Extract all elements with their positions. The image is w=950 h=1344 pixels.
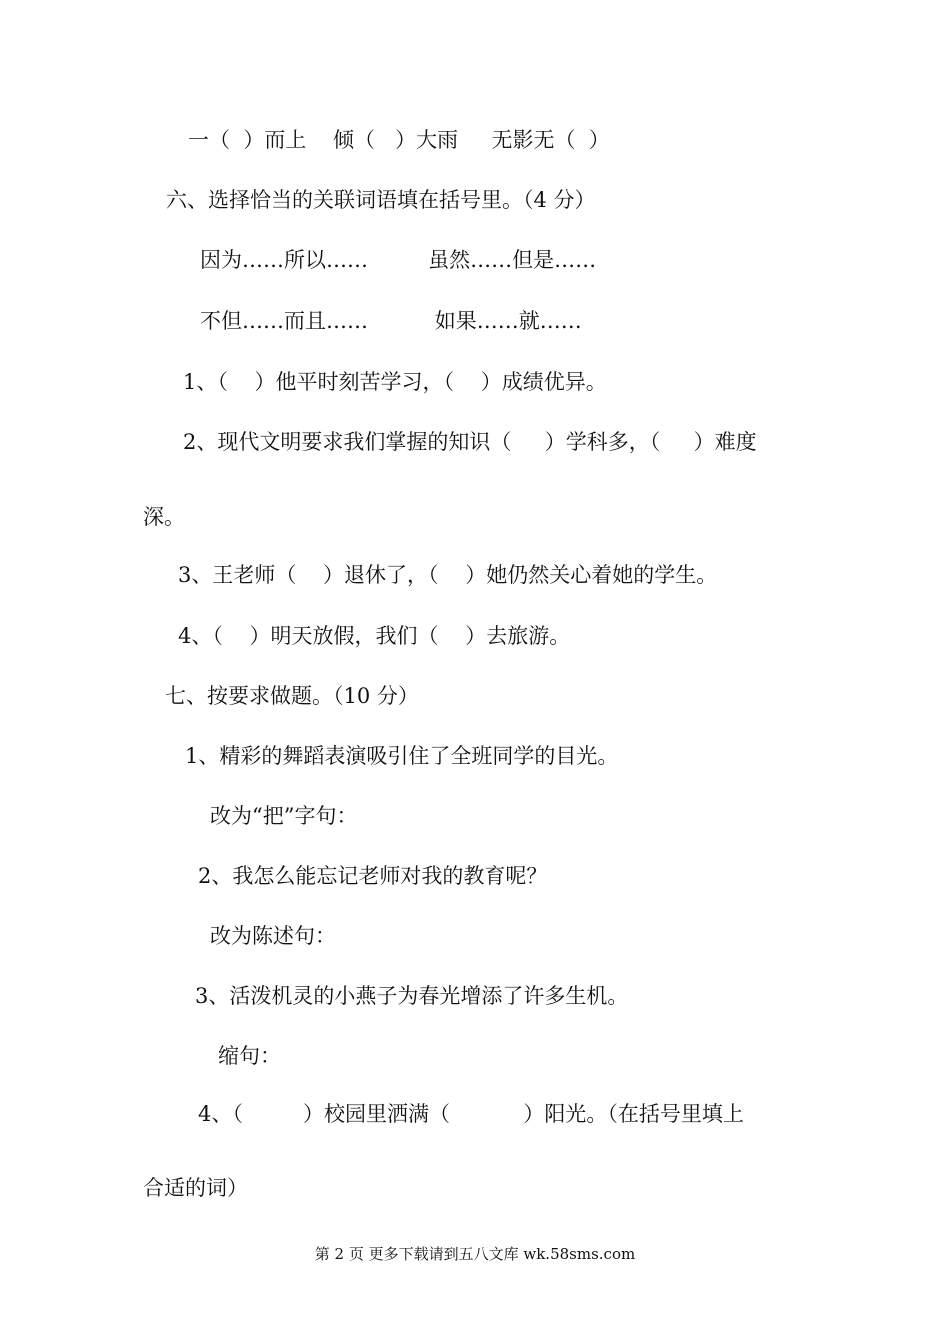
- question-7-3: 3、活泼机灵的小燕子为春光增添了许多生机。: [195, 984, 629, 1008]
- conjunction-options-row-1: 因为……所以…… 虽然……但是……: [200, 248, 597, 272]
- question-6-3: 3、王老师（ ）退休了，（ ）她仍然关心着她的学生。: [178, 563, 718, 587]
- question-7-2: 2、我怎么能忘记老师对我的教育呢？: [198, 864, 548, 888]
- idiom-fill-line: 一（ ）而上 倾（ ）大雨 无影无（ ）: [188, 128, 610, 152]
- question-6-2-continued: 深。: [143, 505, 185, 529]
- question-7-3-instruction: 缩句：: [218, 1044, 281, 1068]
- question-7-1-instruction: 改为“把”字句：: [210, 804, 358, 828]
- section-seven-heading: 七、按要求做题。（10 分）: [165, 684, 419, 708]
- conjunction-options-row-2: 不但……而且…… 如果……就……: [200, 309, 582, 333]
- section-six-heading: 六、选择恰当的关联词语填在括号里。（4 分）: [166, 188, 596, 212]
- question-6-2: 2、现代文明要求我们掌握的知识（ ）学科多，（ ）难度: [183, 430, 757, 454]
- question-7-4-continued: 合适的词）: [143, 1176, 248, 1200]
- question-7-1: 1、精彩的舞蹈表演吸引住了全班同学的目光。: [185, 744, 619, 768]
- question-7-4: 4、（ ）校园里洒满（ ）阳光。（在括号里填上: [198, 1102, 744, 1126]
- question-6-1: 1、（ ）他平时刻苦学习，（ ）成绩优异。: [183, 370, 607, 394]
- question-7-2-instruction: 改为陈述句：: [210, 924, 336, 948]
- question-6-4: 4、（ ）明天放假，我们（ ）去旅游。: [178, 624, 571, 648]
- page-footer: 第 2 页 更多下载请到五八文库 wk.58sms.com: [314, 1245, 636, 1263]
